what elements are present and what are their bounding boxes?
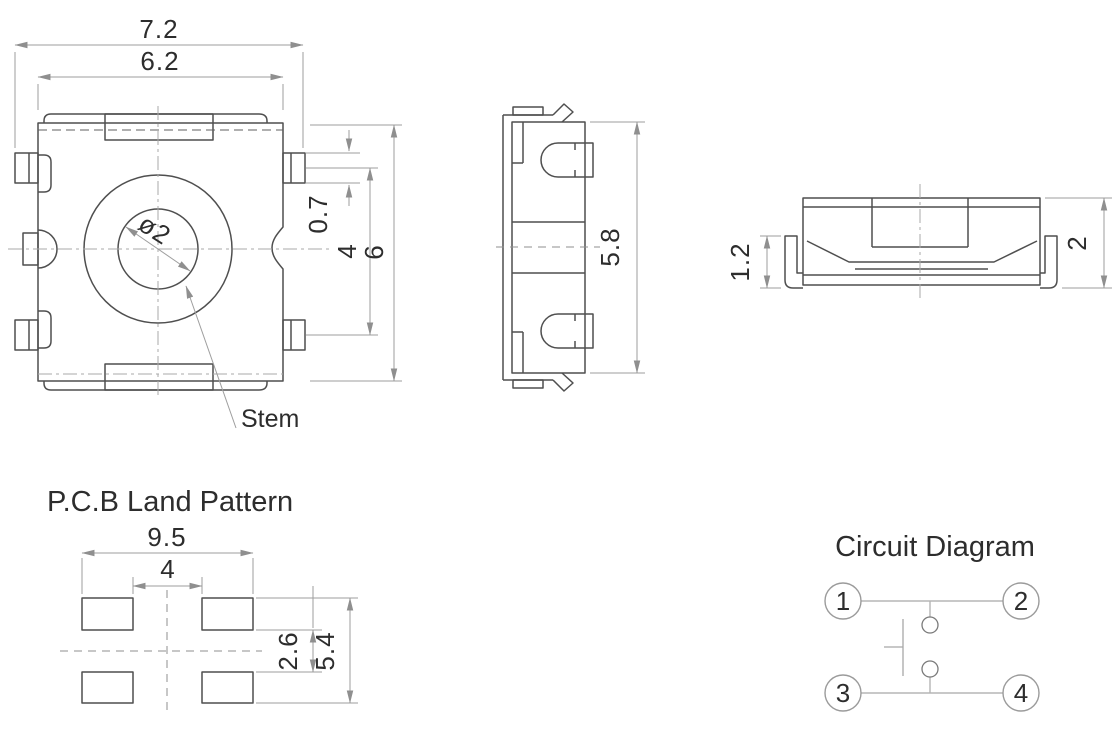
top-view-dimensions <box>15 45 402 428</box>
side-view <box>496 104 645 391</box>
switch-body-outline <box>38 123 283 381</box>
bottom-flange-tab <box>513 380 543 388</box>
terminal-right-bottom <box>283 320 305 350</box>
dim-overall-width: 7.2 <box>139 14 179 44</box>
dim-body-width: 6.2 <box>140 46 180 76</box>
gull-lead-right <box>1040 236 1057 288</box>
contact-top-circle <box>922 617 938 633</box>
bottom-clip <box>553 373 573 391</box>
dim-lead-height: 1.2 <box>725 242 755 282</box>
pad-top-left <box>82 598 133 630</box>
top-cover-edge <box>44 114 267 123</box>
dim-overall-height: 2 <box>1062 235 1092 251</box>
dim-terminal-height: 0.7 <box>303 194 333 234</box>
pad-bottom-left <box>82 672 133 703</box>
top-view-hidden-lines <box>38 130 283 374</box>
dim-pattern-inner-height: 2.6 <box>273 631 303 671</box>
bottom-tab <box>105 364 213 390</box>
terminal-left-top <box>15 153 38 183</box>
dim-stem-diameter: ø2 <box>133 208 177 251</box>
terminal-left-bottom <box>15 320 38 350</box>
dim-terminal-span: 4 <box>332 243 362 259</box>
terminal-1-label: 1 <box>835 586 851 616</box>
dim-pattern-outer-height: 5.4 <box>310 631 340 671</box>
inner-bump-left-top <box>38 155 51 192</box>
top-flange-tab <box>513 107 543 115</box>
contact-bottom-circle <box>922 661 938 677</box>
dim-body-height: 6 <box>359 244 389 260</box>
top-clip <box>553 104 573 122</box>
stem-leader-line <box>186 286 236 428</box>
dim-side-height: 5.8 <box>595 227 625 267</box>
top-tab <box>105 114 213 140</box>
front-view <box>725 184 1112 299</box>
dim-pattern-inner-width: 4 <box>160 554 176 584</box>
inner-dome-edge <box>807 241 1037 262</box>
stem-label: Stem <box>241 405 300 433</box>
terminal-2-label: 2 <box>1013 586 1029 616</box>
inner-bump-left-bottom <box>38 311 51 348</box>
land-pattern <box>47 486 358 714</box>
front-view-outline <box>785 198 1057 288</box>
gull-lead-left <box>785 236 803 288</box>
circuit-wires <box>861 601 1003 693</box>
front-body <box>803 198 1040 285</box>
top-view <box>8 14 402 433</box>
pad-top-right <box>202 598 253 630</box>
circuit-diagram-title: Circuit Diagram <box>835 531 1035 563</box>
pad-bottom-right <box>202 672 253 703</box>
land-pattern-dimensions <box>82 553 358 703</box>
circuit-diagram <box>825 531 1039 711</box>
land-pattern-title: P.C.B Land Pattern <box>47 486 294 518</box>
bottom-cover-edge <box>44 381 267 390</box>
plunger-symbol <box>884 619 903 676</box>
terminal-4-label: 4 <box>1013 678 1029 708</box>
top-view-outline <box>15 114 305 390</box>
terminal-right-top <box>283 153 305 183</box>
dim-pattern-outer-width: 9.5 <box>147 522 187 552</box>
terminal-3-label: 3 <box>835 678 851 708</box>
